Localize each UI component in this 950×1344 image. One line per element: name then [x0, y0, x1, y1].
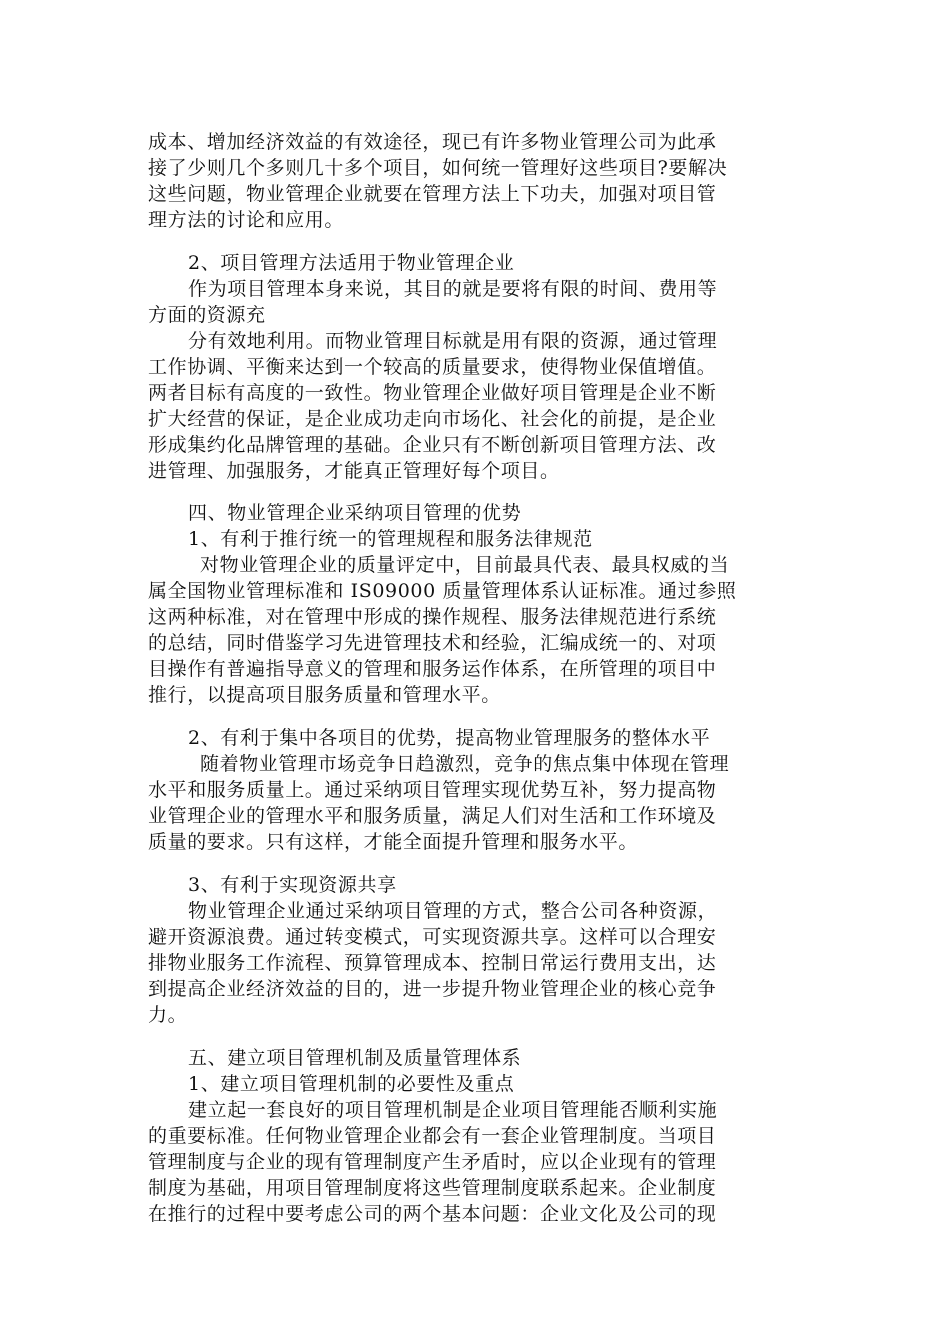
subsection-heading: 3、有利于实现资源共享 — [188, 874, 397, 896]
text-line: 避开资源浪费。通过转变模式，可实现资源共享。这样可以合理安 — [148, 926, 717, 948]
text-line: 形成集约化品牌管理的基础。企业只有不断创新项目管理方法、改 — [148, 434, 717, 456]
text-line: 进管理、加强服务，才能真正管理好每个项目。 — [148, 460, 560, 482]
text-line: 分有效地利用。而物业管理目标就是用有限的资源，通过管理 — [188, 330, 718, 352]
text-line: 的总结，同时借鉴学习先进管理技术和经验，汇编成统一的、对项 — [148, 632, 717, 654]
subsection-heading: 2、有利于集中各项目的优势，提高物业管理服务的整体水平 — [188, 727, 711, 749]
text-line: 理方法的讨论和应用。 — [148, 209, 345, 231]
subsection-heading: 1、建立项目管理机制的必要性及重点 — [188, 1073, 515, 1095]
text-line: 这些问题，物业管理企业就要在管理方法上下功夫，加强对项目管 — [148, 183, 717, 205]
text-line: 排物业服务工作流程、预算管理成本、控制日常运行费用支出，达 — [148, 952, 717, 974]
text-line: 物业管理企业通过采纳项目管理的方式，整合公司各种资源， — [188, 900, 718, 922]
text-line: 的重要标准。任何物业管理企业都会有一套企业管理制度。当项目 — [148, 1125, 717, 1147]
text-line: 质量的要求。只有这样，才能全面提升管理和服务水平。 — [148, 831, 639, 853]
text-line: 水平和服务质量上。通过采纳项目管理实现优势互补，努力提高物 — [148, 779, 717, 801]
text-line: 对物业管理企业的质量评定中，目前最具代表、最具权威的当 — [200, 554, 730, 576]
text-line: 两者目标有高度的一致性。物业管理企业做好项目管理是企业不断 — [148, 382, 717, 404]
section-heading: 四、物业管理企业采纳项目管理的优势 — [188, 502, 522, 524]
text-line: 管理制度与企业的现有管理制度产生矛盾时，应以企业现有的管理 — [148, 1151, 717, 1173]
text-line: 目操作有普遍指导意义的管理和服务运作体系，在所管理的项目中 — [148, 658, 717, 680]
text-line: 在推行的过程中要考虑公司的两个基本问题：企业文化及公司的现 — [148, 1203, 717, 1225]
text-line: 工作协调、平衡来达到一个较高的质量要求，使得物业保值增值。 — [148, 356, 717, 378]
text-line: 制度为基础，用项目管理制度将这些管理制度联系起来。企业制度 — [148, 1177, 717, 1199]
text-line: 作为项目管理本身来说，其目的就是要将有限的时间、费用等 — [188, 278, 718, 300]
text-line: 随着物业管理市场竞争日趋激烈，竞争的焦点集中体现在管理 — [200, 753, 730, 775]
text-line: 推行，以提高项目服务质量和管理水平。 — [148, 684, 501, 706]
text-line: 这两种标准，对在管理中形成的操作规程、服务法律规范进行系统 — [148, 606, 717, 628]
text-line: 业管理企业的管理水平和服务质量，满足人们对生活和工作环境及 — [148, 805, 717, 827]
text-line: 接了少则几个多则几十多个项目，如何统一管理好这些项目?要解决 — [148, 157, 728, 179]
text-line: 扩大经营的保证，是企业成功走向市场化、社会化的前提，是企业 — [148, 408, 717, 430]
text-line: 建立起一套良好的项目管理机制是企业项目管理能否顺利实施 — [188, 1099, 718, 1121]
subsection-heading: 1、有利于推行统一的管理规程和服务法律规范 — [188, 528, 593, 550]
text-line: 到提高企业经济效益的目的，进一步提升物业管理企业的核心竞争 — [148, 978, 717, 1000]
text-line: 成本、增加经济效益的有效途径，现已有许多物业管理公司为此承 — [148, 131, 717, 153]
text-line: 方面的资源充 — [148, 304, 266, 326]
section-heading: 2、项目管理方法适用于物业管理企业 — [188, 252, 515, 274]
text-line: 力。 — [148, 1004, 188, 1026]
text-line: 属全国物业管理标准和 IS09000 质量管理体系认证标准。通过参照 — [148, 580, 737, 602]
section-heading: 五、建立项目管理机制及质量管理体系 — [188, 1047, 522, 1069]
